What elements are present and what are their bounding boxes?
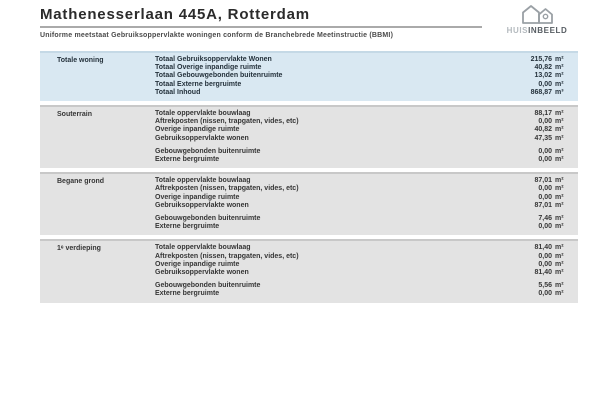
row-value: 0,00 [538, 290, 552, 298]
row-value: 0,00 [538, 185, 552, 193]
row-label: Gebruiksoppervlakte wonen [155, 134, 249, 142]
section-label: Totale woning [57, 57, 104, 64]
row-unit: m² [555, 201, 564, 209]
measurement-row [155, 223, 570, 231]
row-unit: m² [555, 290, 564, 298]
measurement-row [155, 290, 570, 298]
row-value: 0,00 [538, 260, 552, 268]
row-unit: m² [555, 118, 564, 126]
row-label: Totaal Gebouwgebonden buitenruimte [155, 72, 283, 80]
row-unit: m² [555, 156, 564, 164]
row-label: Gebouwgebonden buitenruimte [155, 147, 261, 155]
house-icon [494, 3, 580, 25]
row-label: Totaal Gebruiksoppervlakte Wonen [155, 56, 272, 63]
row-unit: m² [555, 260, 564, 268]
row-value: 0,00 [538, 118, 552, 126]
row-value: 87,01 [534, 177, 552, 185]
title-underline [40, 26, 482, 28]
row-label: Aftrekposten (nissen, trapgaten, vides, etc) [155, 185, 299, 193]
floor-section-begane-grond [40, 172, 578, 235]
section-label: Begane grond [57, 178, 105, 186]
huisinbeeld-logo [494, 3, 580, 35]
measurement-row [155, 156, 570, 164]
row-unit: m² [555, 193, 564, 201]
row-value: 215,76 [530, 56, 552, 63]
row-label: Totaal Overige inpandige ruimte [155, 64, 262, 72]
measurement-row [155, 244, 570, 252]
row-value: 0,00 [538, 193, 552, 201]
row-value: 88,17 [534, 110, 552, 118]
logo-text-huis: HUIS [506, 26, 529, 35]
measurement-row [155, 185, 570, 193]
row-label: Totale oppervlakte bouwlaag [155, 244, 251, 252]
row-label: Externe bergruimte [155, 223, 220, 231]
row-unit: m² [555, 244, 564, 252]
row-unit: m² [555, 72, 564, 80]
row-label: Gebouwgebonden buitenruimte [155, 282, 261, 290]
measurement-row [155, 282, 570, 290]
measurement-row [155, 261, 570, 269]
measurement-row [155, 72, 570, 80]
section-rows [155, 177, 578, 231]
row-value: 0,00 [538, 80, 552, 88]
row-label: Overige inpandige ruimte [155, 193, 240, 201]
row-unit: m² [555, 269, 564, 277]
floor-section-souterrain [40, 105, 578, 168]
row-unit: m² [555, 134, 564, 142]
row-label: Totaal Externe bergruimte [155, 80, 242, 88]
row-value: 0,00 [538, 223, 552, 231]
logo-text [494, 26, 580, 35]
section-label: Souterrain [57, 111, 93, 119]
row-unit: m² [555, 80, 564, 88]
row-label: Totale oppervlakte bouwlaag [155, 177, 251, 185]
row-value: 0,00 [538, 147, 552, 155]
row-unit: m² [555, 177, 564, 185]
measurement-row [155, 215, 570, 223]
row-unit: m³ [555, 88, 564, 96]
row-unit: m² [555, 64, 564, 72]
measurement-row [155, 253, 570, 261]
row-value: 47,35 [534, 134, 552, 142]
row-value: 0,00 [538, 252, 552, 260]
document-subtitle: Uniforme meetstaat Gebruiksoppervlakte woningen conform de Branchebrede Meetinstructie (BBMI) [40, 32, 394, 39]
row-value: 868,87 [530, 88, 552, 96]
row-unit: m² [555, 223, 564, 231]
measurement-row [155, 194, 570, 202]
row-label: Gebouwgebonden buitenruimte [155, 215, 261, 223]
row-label: Aftrekposten (nissen, trapgaten, vides, etc) [155, 118, 299, 126]
row-label: Overige inpandige ruimte [155, 126, 240, 134]
page-title: Mathenesserlaan 445A, Rotterdam [40, 6, 310, 23]
row-value: 0,00 [538, 156, 552, 164]
measurement-row [155, 148, 570, 156]
row-unit: m² [555, 147, 564, 155]
measurement-row [155, 89, 570, 97]
row-label: Totaal Inhoud [155, 88, 201, 96]
row-unit: m² [555, 56, 564, 63]
row-unit: m² [555, 282, 564, 290]
row-value: 13,02 [534, 72, 552, 80]
row-value: 7,46 [538, 215, 552, 223]
measurement-sections [40, 51, 578, 307]
floor-section-1e-verdieping [40, 239, 578, 302]
row-unit: m² [555, 110, 564, 118]
measurement-row [155, 135, 570, 143]
row-value: 81,40 [534, 244, 552, 252]
row-unit: m² [555, 252, 564, 260]
row-value: 5,56 [538, 282, 552, 290]
measurement-row [155, 126, 570, 134]
row-value: 40,82 [534, 126, 552, 134]
measurement-row [155, 177, 570, 185]
measurement-row [155, 202, 570, 210]
section-rows [155, 244, 578, 298]
measurement-row [155, 81, 570, 89]
row-value: 81,40 [534, 269, 552, 277]
measurement-row [155, 269, 570, 277]
row-unit: m² [555, 185, 564, 193]
row-label: Gebruiksoppervlakte wonen [155, 201, 249, 209]
row-label: Gebruiksoppervlakte wonen [155, 269, 249, 277]
measurement-row [155, 110, 570, 118]
section-label: 1ᵉ verdieping [57, 245, 101, 253]
row-value: 40,82 [534, 64, 552, 72]
row-label: Externe bergruimte [155, 156, 220, 164]
section-rows [155, 110, 578, 164]
measurement-row [155, 118, 570, 126]
logo-text-inbeeld: INBEELD [528, 26, 568, 35]
measurement-row [155, 64, 570, 72]
row-label: Externe bergruimte [155, 290, 220, 298]
row-label: Totale oppervlakte bouwlaag [155, 110, 251, 118]
row-label: Overige inpandige ruimte [155, 260, 240, 268]
row-unit: m² [555, 126, 564, 134]
section-rows [155, 56, 578, 97]
row-unit: m² [555, 215, 564, 223]
row-label: Aftrekposten (nissen, trapgaten, vides, etc) [155, 252, 299, 260]
row-value: 87,01 [534, 201, 552, 209]
measurement-row [155, 56, 570, 64]
summary-section-totale-woning [40, 51, 578, 101]
